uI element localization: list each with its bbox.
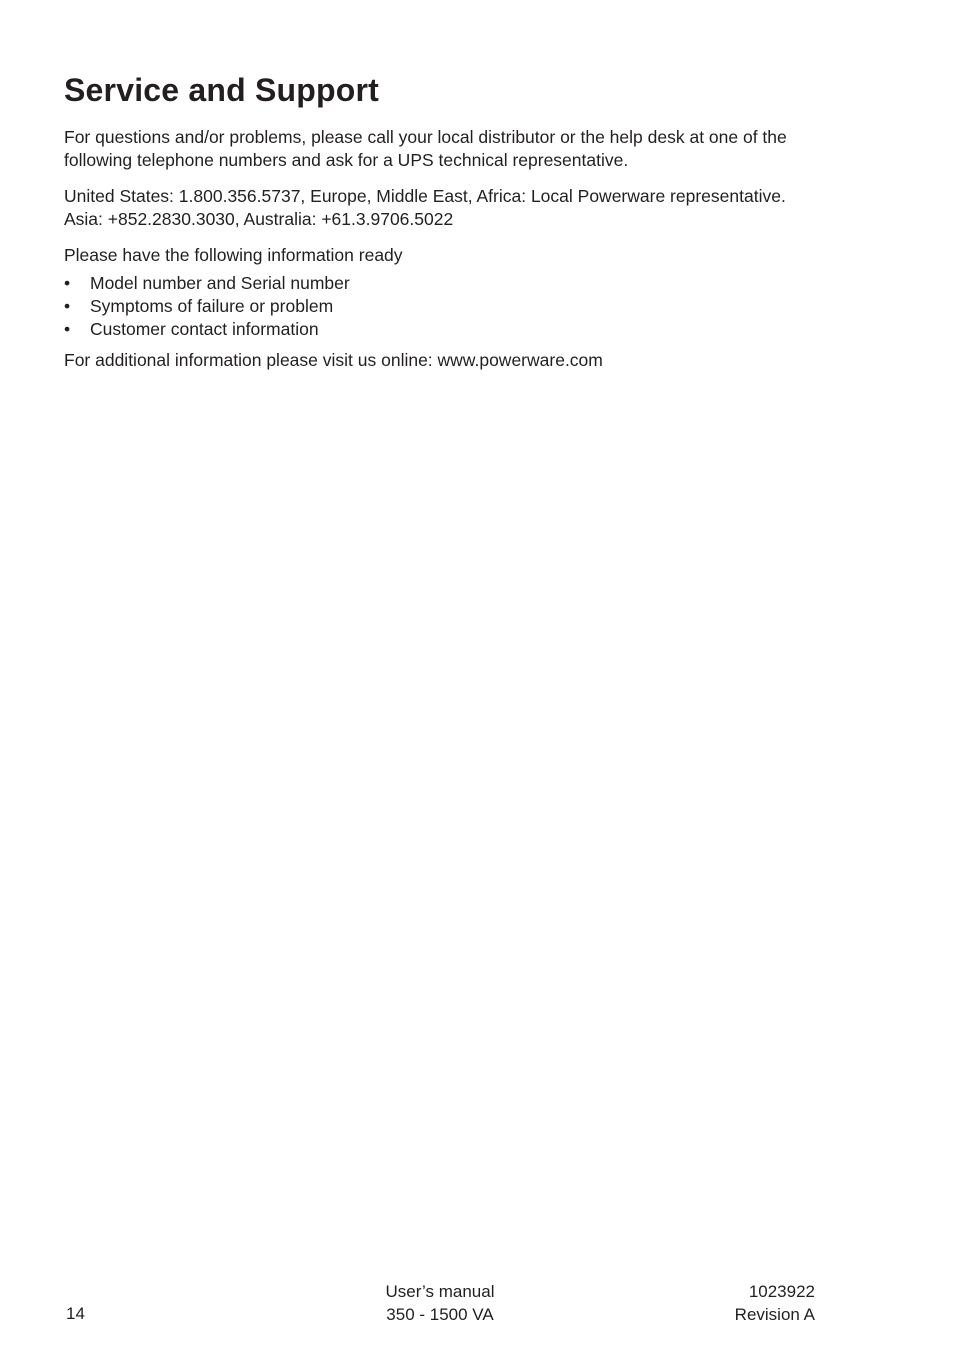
prepare-info-heading: Please have the following information ready (64, 245, 403, 265)
bullet-icon: • (64, 296, 71, 316)
document-number: 1023922 (748, 1282, 815, 1301)
page-content (64, 126, 804, 372)
footer-manual-info (360, 1280, 520, 1326)
intro-paragraph: For questions and/or problems, please call your local distributor or the help desk at one of the following telephone numbers and ask for a UPS technical representative. (64, 127, 787, 170)
bullet-icon: • (64, 319, 71, 339)
info-checklist (64, 272, 804, 341)
list-item (64, 272, 804, 295)
online-info-paragraph: For additional information please visit us online: www.powerware.com (64, 350, 603, 370)
page-number: 14 (66, 1304, 85, 1323)
list-item (64, 295, 804, 318)
list-item-label: Model number and Serial number (90, 273, 350, 293)
bullet-icon: • (64, 273, 71, 293)
list-item-label: Symptoms of failure or problem (90, 296, 334, 316)
revision-label: Revision A (734, 1305, 815, 1324)
contact-numbers-paragraph: United States: 1.800.356.5737, Europe, Middle East, Africa: Local Powerware representative. Asia: +852.2830.3030, Australia: +61.3.9706.5022 (64, 186, 786, 229)
list-item (64, 318, 804, 341)
footer-doc-info (735, 1280, 815, 1326)
list-item-label: Customer contact information (90, 319, 319, 339)
page-title: Service and Support (64, 72, 379, 108)
manual-title: User’s manual (385, 1282, 495, 1301)
model-range: 350 - 1500 VA (386, 1305, 494, 1324)
